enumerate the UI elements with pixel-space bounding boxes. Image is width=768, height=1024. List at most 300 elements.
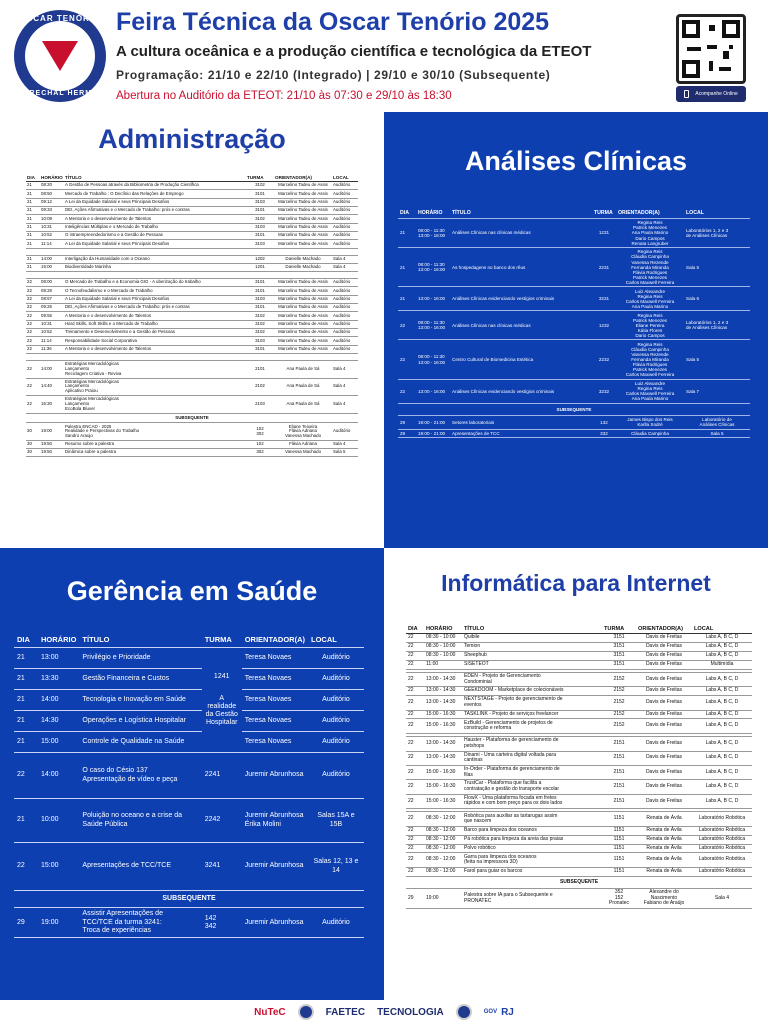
table-cell: 13:30: [38, 669, 79, 690]
table-cell: 08:00 - 11:30 13:00 - 16:00: [416, 219, 450, 248]
table-cell: 1231: [592, 219, 616, 248]
table-cell: Teresa Novaes: [242, 711, 308, 732]
table-cell: 2152: [602, 696, 636, 710]
table-row: [398, 429, 750, 438]
table-cell: Quibile: [462, 634, 602, 643]
table-row: [14, 799, 364, 843]
table-cell: 14:00: [38, 690, 79, 711]
table-cell: Cláudia Campinha: [616, 429, 684, 438]
table-cell: Davis de Freitas: [636, 687, 692, 696]
table-cell: 3102: [246, 182, 274, 190]
table-cell: 13:00 - 16:00: [416, 287, 450, 311]
col-header: ORIENTADOR(A): [274, 174, 332, 182]
table-cell: 08:30 - 12:00: [424, 867, 462, 876]
table-cell: 08:30 - 12:00: [424, 835, 462, 844]
table-cell: 3102: [246, 312, 274, 320]
table-cell: 08:30 - 12:00: [424, 812, 462, 826]
table-cell: 21: [14, 732, 38, 753]
table-cell: Sala 4: [332, 255, 358, 263]
table-cell: [40, 248, 64, 255]
table-cell: 21: [398, 248, 416, 287]
table-cell: Auditório: [332, 345, 358, 353]
table-cell: 22: [26, 279, 40, 287]
table-cell: Análises Clínicas evidenciando vestígios criminais: [450, 379, 592, 403]
logo-text-top: OSCAR TENÓRIO: [19, 14, 101, 23]
table-cell: Labs A, B C, D: [692, 710, 752, 719]
table-cell: [246, 248, 274, 255]
table-row: [26, 329, 358, 337]
table-cell: Labs A, B C, D: [692, 737, 752, 751]
table-row: [26, 449, 358, 457]
table-cell: 08:50: [40, 190, 64, 198]
col-header: LOCAL: [692, 624, 752, 634]
table-cell: Interligação da Humanidade com o Oceano: [64, 255, 246, 263]
table-cell: 08:30 - 12:00: [424, 826, 462, 835]
table-cell: Regina Reis Patrick Menezes Ana Paula Marino Dario Campos Renata Langruber: [616, 219, 684, 248]
table-row: [26, 198, 358, 206]
panel-title: Análises Clínicas: [464, 146, 688, 176]
table-cell: Poluição no oceano e a crise da Saúde Pública: [79, 799, 201, 843]
table-cell: Gestão Financeira e Custos: [79, 669, 201, 690]
table-cell: Ana Paula de Sá: [274, 396, 332, 414]
table-cell: Ana Paula de Sá: [274, 360, 332, 378]
table-row: [398, 379, 750, 403]
table-cell: 15:00: [40, 263, 64, 271]
table-cell: 22: [406, 780, 424, 794]
table-cell: Pá robótica para limpeza da areia das praias: [462, 835, 602, 844]
table-cell: Luiz Alexandre Regina Reis Carlos Maxwell Ferreira Ana Paula Marino: [616, 379, 684, 403]
table-cell: TASKLINK - Projeto de serviços freelancer: [462, 710, 602, 719]
table-cell: 21: [398, 287, 416, 311]
table-cell: Marcelino Tadeu de Assis: [274, 215, 332, 223]
table-cell: 22: [406, 794, 424, 808]
table-cell: 08:00 - 11:30 13:00 - 16:00: [416, 311, 450, 340]
table-cell: 13:00 - 14:30: [424, 751, 462, 765]
table-cell: 13:00 - 14:30: [424, 696, 462, 710]
table-row: [14, 711, 364, 732]
table-cell: Renata de Ávila: [636, 826, 692, 835]
table-cell: 15:00 - 16:30: [424, 719, 462, 733]
table-cell: 2232: [592, 340, 616, 379]
table-cell: Juremir Abrunhosa Érika Molini: [242, 799, 308, 843]
table-cell: 22: [406, 835, 424, 844]
table-cell: Privilégio e Prioridade: [79, 648, 201, 669]
table-cell: Apresentações de TCC/TCE: [79, 843, 201, 891]
table-cell: Davis de Freitas: [636, 794, 692, 808]
table-cell: 3232: [592, 379, 616, 403]
table-cell: Marcelino Tadeu de Assis: [274, 190, 332, 198]
table-cell: Salas 15A e 15B: [308, 799, 364, 843]
table-cell: 22: [406, 642, 424, 651]
table-cell: 10:00: [38, 799, 79, 843]
table-cell: 10:09: [40, 215, 64, 223]
table-row: [26, 345, 358, 353]
table-cell: 19:50: [40, 440, 64, 448]
table-cell: 22: [406, 672, 424, 686]
table-cell: Laboratório Robótica: [692, 812, 752, 826]
table-row: [26, 272, 358, 279]
table-row: [26, 396, 358, 414]
table-cell: 22: [406, 853, 424, 867]
subsequente-label: SUBSEQUENTE: [406, 876, 752, 889]
table-row: [26, 182, 358, 190]
logo-text-bottom: MARECHAL HERMES: [16, 90, 104, 97]
table-cell: 21: [26, 206, 40, 214]
table-cell: Teresa Novaes: [242, 669, 308, 690]
table-row: [26, 295, 358, 303]
table-cell: Hard Skills, Soft Skills e o Mercado de Trabalho: [64, 320, 246, 328]
table-cell: 22: [406, 710, 424, 719]
table-cell: [332, 248, 358, 255]
table-cell: 1151: [602, 867, 636, 876]
table-cell: Labs A, B C, D: [692, 672, 752, 686]
table-cell: 08:30 - 10:00: [424, 651, 462, 660]
table-cell: 3151: [602, 651, 636, 660]
table-cell: Teresa Novaes: [242, 648, 308, 669]
col-header: TÍTULO: [79, 632, 201, 648]
panel-title: Informática para Internet: [441, 570, 711, 596]
table-cell: 08:30 - 10:00: [424, 634, 462, 643]
col-header: DIA: [398, 208, 416, 219]
table-cell: 1151: [602, 826, 636, 835]
table-row: [14, 648, 364, 669]
table-cell: Renata de Ávila: [636, 844, 692, 853]
table-cell: 09:26: [40, 304, 64, 312]
table-cell: 09:33: [40, 206, 64, 214]
table-cell: Farol para guiar os barcos: [462, 867, 602, 876]
table-cell: Laboratório Robótica: [692, 867, 752, 876]
table-cell: 2102: [246, 378, 274, 396]
table-cell: Marcelino Tadeu de Assis: [274, 345, 332, 353]
table-cell: Laboratório Robótica: [692, 844, 752, 853]
table-cell: O caso do Césio 137 Apresentação de vídeo e peça: [79, 753, 201, 799]
table-cell: Teresa Novaes: [242, 732, 308, 753]
table-cell: 2231: [592, 248, 616, 287]
table-cell: Marcelino Tadeu de Assis: [274, 329, 332, 337]
table-cell: Danielle Machado: [274, 263, 332, 271]
table-row: [406, 812, 752, 826]
table-cell: 13:00 - 14:30: [424, 672, 462, 686]
table-cell: Auditório: [332, 312, 358, 320]
table-cell: Auditório: [308, 711, 364, 732]
table-cell: 2151: [602, 737, 636, 751]
schedule-dates: Programação: 21/10 e 22/10 (Integrado) | 29/10 e 30/10 (Subsequente): [116, 68, 551, 82]
table-cell: 2241: [202, 753, 242, 799]
table-cell: [246, 272, 274, 279]
table-cell: Dinâmica sobre a palestra: [64, 449, 246, 457]
table-cell: 21: [14, 669, 38, 690]
table-cell: Controle de Qualidade na Saúde: [79, 732, 201, 753]
table-cell: [64, 272, 246, 279]
table-cell: O Mercado de Trabalho e a Economia GIG - A uberização do trabalho: [64, 279, 246, 287]
table-cell: 3241: [202, 843, 242, 891]
table-cell: 3231: [592, 287, 616, 311]
table-cell: Auditório: [332, 295, 358, 303]
table-row: [406, 719, 752, 733]
table-cell: 3102: [246, 329, 274, 337]
table-cell: Estratégias Mercadológicas Lançamento Reciclagem Criativa - Reviva: [64, 360, 246, 378]
table-cell: 09:55: [40, 312, 64, 320]
table-row: [26, 215, 358, 223]
table-cell: Sala 4: [332, 263, 358, 271]
table-cell: 3151: [602, 634, 636, 643]
school-logo: [14, 10, 106, 102]
table-cell: Vanessa Machado: [274, 449, 332, 457]
table-cell: [274, 248, 332, 255]
table-row: [398, 340, 750, 379]
table-cell: [40, 272, 64, 279]
table-cell: Labs A, B C, D: [692, 651, 752, 660]
table-cell: Sala 4: [332, 360, 358, 378]
table-cell: 3102: [246, 320, 274, 328]
table-row: [406, 867, 752, 876]
page-header: [0, 0, 768, 112]
table-cell: 30: [26, 440, 40, 448]
table-cell: Marcelino Tadeu de Assis: [274, 295, 332, 303]
table-cell: Davis de Freitas: [636, 651, 692, 660]
table-cell: Sala 4: [332, 396, 358, 414]
table-row: [26, 231, 358, 239]
ac-table: [398, 208, 750, 438]
table-cell: 10:52: [40, 231, 64, 239]
col-header: HORÁRIO: [38, 632, 79, 648]
table-cell: 19:00 - 21:00: [416, 429, 450, 438]
table-cell: Resumo sobre a palestra: [64, 440, 246, 448]
col-header: HORÁRIO: [424, 624, 462, 634]
col-header: LOCAL: [684, 208, 750, 219]
table-cell: [26, 272, 40, 279]
table-cell: Auditório: [308, 669, 364, 690]
table-cell: Flávia Adriana: [274, 440, 332, 448]
table-cell: Alexandre do Nascimento Fabiano de Araújo: [636, 889, 692, 909]
col-header: LOCAL: [332, 174, 358, 182]
table-cell: Regina Reis Cláudia Campinha Vanessa Rezende Fernanda Miranda Flávia Rodrigues Patrick Menezes Carlos Maxwell Ferreira: [616, 340, 684, 379]
footer-logos: [0, 1000, 768, 1024]
table-cell: 08:00 - 11:30 13:00 - 16:00: [416, 248, 450, 287]
table-cell: 08:20: [40, 182, 64, 190]
table-cell: 22: [26, 396, 40, 414]
table-cell: 22: [26, 295, 40, 303]
table-cell: 21: [14, 711, 38, 732]
table-cell: 22: [406, 751, 424, 765]
table-cell: Davis de Freitas: [636, 751, 692, 765]
table-cell: 2151: [602, 780, 636, 794]
table-cell: In-Order - Plataforma de gerenciamento de filas: [462, 765, 602, 779]
table-cell: 15:00 - 16:30: [424, 780, 462, 794]
table-cell: 22: [26, 360, 40, 378]
gov-rj-logo: GOV RJ: [483, 1006, 514, 1018]
table-cell: 21: [14, 648, 38, 669]
table-cell: 30: [26, 449, 40, 457]
table-cell: 10:52: [40, 329, 64, 337]
table-cell: 30: [26, 423, 40, 441]
table-cell: A Mentoria e o desenvolvimento de Talentos: [64, 215, 246, 223]
table-cell: 22: [26, 320, 40, 328]
table-cell: Auditório: [332, 231, 358, 239]
table-cell: 08:30 - 10:00: [424, 642, 462, 651]
table-cell: 29: [398, 415, 416, 429]
turma-1241-cell: [202, 648, 242, 753]
table-cell: [26, 248, 40, 255]
table-cell: Marcelino Tadeu de Assis: [274, 223, 332, 231]
col-header: DIA: [406, 624, 424, 634]
table-cell: Luiz Alexandre Regina Reis Carlos Maxwell Ferreira Ana Paula Marino: [616, 287, 684, 311]
table-row: [26, 240, 358, 248]
table-cell: [332, 272, 358, 279]
table-cell: 21: [398, 219, 416, 248]
table-cell: 15:00 - 16:30: [424, 710, 462, 719]
admin-table: [26, 174, 358, 457]
table-row: [406, 889, 752, 909]
table-cell: Mercado de Trabalho : O Declínio das Relações de Emprego: [64, 190, 246, 198]
table-cell: Auditório: [308, 690, 364, 711]
table-cell: Estratégias Mercadológicas Lançamento EcoBola Bluver: [64, 396, 246, 414]
hospital-note: A realidade da Gestão Hospitalar: [205, 694, 238, 727]
table-row: [14, 753, 364, 799]
table-cell: 3101: [246, 279, 274, 287]
table-cell: 1151: [602, 812, 636, 826]
table-cell: 1202: [246, 255, 274, 263]
subsequente-row: [14, 891, 364, 908]
table-cell: 22: [26, 329, 40, 337]
table-cell: Dinami - Uma carteira digital voltada para cantinas: [462, 751, 602, 765]
table-cell: 08:30 - 12:00: [424, 844, 462, 853]
table-row: [26, 360, 358, 378]
table-cell: Sala 4: [692, 889, 752, 909]
table-cell: 22: [406, 660, 424, 669]
table-cell: A Mentoria e o desenvolvimento de Talentos: [64, 345, 246, 353]
col-header: HORÁRIO: [416, 208, 450, 219]
table-cell: Davis de Freitas: [636, 737, 692, 751]
subsequente-row: [406, 876, 752, 889]
table-cell: Auditório: [332, 423, 358, 441]
table-cell: Davis de Freitas: [636, 660, 692, 669]
col-header: DIA: [26, 174, 40, 182]
table-cell: 08:00: [40, 279, 64, 287]
table-row: [398, 415, 750, 429]
table-cell: 22: [26, 337, 40, 345]
table-cell: 22: [14, 753, 38, 799]
table-cell: 14:00: [40, 360, 64, 378]
table-cell: Marcelino Tadeu de Assis: [274, 231, 332, 239]
table-cell: Davis de Freitas: [636, 780, 692, 794]
table-cell: EzBuild - Gerenciamento de projetos de construção e reforma: [462, 719, 602, 733]
table-row: [406, 687, 752, 696]
subsequente-row: [26, 413, 358, 423]
table-cell: Davis de Freitas: [636, 696, 692, 710]
table-cell: Laboratório de Análises Clínicas: [684, 415, 750, 429]
table-cell: Robótica para auxiliar as tartarugas assim que nascem: [462, 812, 602, 826]
table-cell: Auditório: [332, 279, 358, 287]
table-row: [406, 696, 752, 710]
table-cell: Renata de Ávila: [636, 853, 692, 867]
table-cell: 22: [406, 696, 424, 710]
table-cell: [64, 248, 246, 255]
qr-code[interactable]: [676, 14, 746, 84]
table-cell: Labs A, B C, D: [692, 780, 752, 794]
table-cell: Juremir Abrunhosa: [242, 908, 308, 938]
table-cell: 11:36: [40, 345, 64, 353]
table-cell: Labs A, B C, D: [692, 687, 752, 696]
table-cell: Marcelino Tadeu de Assis: [274, 240, 332, 248]
table-cell: 13:00 - 14:30: [424, 687, 462, 696]
table-row: [406, 826, 752, 835]
table-cell: Marcelino Tadeu de Assis: [274, 304, 332, 312]
opening-info: Abertura no Auditório da ETEOT: 21/10 às 07:30 e 29/10 às 18:30: [116, 90, 452, 102]
table-cell: 08:30 - 12:00: [424, 853, 462, 867]
subsequente-label: SUBSEQUENTE: [26, 413, 358, 423]
col-header: TURMA: [592, 208, 616, 219]
table-cell: 19:00: [40, 423, 64, 441]
table-cell: 10:31: [40, 320, 64, 328]
table-cell: Auditório: [332, 287, 358, 295]
table-cell: Marcelino Tadeu de Assis: [274, 182, 332, 190]
table-cell: 3151: [602, 660, 636, 669]
col-header: TÍTULO: [462, 624, 602, 634]
table-cell: 3101: [246, 206, 274, 214]
table-cell: 21: [26, 190, 40, 198]
qr-follow-label[interactable]: Acompanhe Online: [676, 86, 746, 102]
table-cell: 21: [26, 255, 40, 263]
table-row: [26, 337, 358, 345]
faetec-logo: FAETEC: [325, 1006, 366, 1018]
panel-title: Gerência em Saúde: [66, 576, 318, 606]
table-cell: Sala 6: [684, 287, 750, 311]
table-cell: [40, 353, 64, 360]
table-cell: 13:00: [38, 648, 79, 669]
table-cell: 15:30: [40, 396, 64, 414]
table-cell: 15:00 - 16:30: [424, 765, 462, 779]
table-cell: 19:00: [38, 908, 79, 938]
table-cell: Salas 12, 13 e 14: [308, 843, 364, 891]
table-cell: Análises Clínicas nas clínicas médicas: [450, 311, 592, 340]
tecnologia-logo: TECNOLOGIA: [377, 1006, 444, 1018]
table-cell: Eliane Teixeira Flávia Adriana Vanessa Machado: [274, 423, 332, 441]
table-row: [406, 853, 752, 867]
table-cell: Marcelino Tadeu de Assis: [274, 320, 332, 328]
table-cell: 3103: [246, 295, 274, 303]
table-cell: Laboratórios 1, 2 e 3 de Análises Clínicas: [684, 311, 750, 340]
table-cell: 1151: [602, 835, 636, 844]
table-cell: Auditório: [332, 320, 358, 328]
table-row: [26, 190, 358, 198]
table-cell: 09:12: [40, 198, 64, 206]
col-header: TÍTULO: [64, 174, 246, 182]
table-row: [406, 660, 752, 669]
table-cell: Davis de Freitas: [636, 672, 692, 686]
col-header: DIA: [14, 632, 38, 648]
table-cell: 19:50: [40, 449, 64, 457]
table-cell: Auditório: [332, 206, 358, 214]
table-cell: DEI, Ações Afirmativas e o Mercado de Trabalho: prós e contras: [64, 304, 246, 312]
table-cell: 21: [14, 799, 38, 843]
table-cell: 22: [14, 843, 38, 891]
table-cell: Sala 4: [332, 378, 358, 396]
table-row: [406, 835, 752, 844]
table-cell: 22: [26, 378, 40, 396]
table-cell: Marcelino Tadeu de Assis: [274, 287, 332, 295]
table-cell: 2103: [246, 396, 274, 414]
table-cell: 22: [398, 311, 416, 340]
table-cell: 332: [592, 429, 616, 438]
table-cell: Marcelino Tadeu de Assis: [274, 279, 332, 287]
table-cell: Labs A, B C, D: [692, 634, 752, 643]
table-cell: 22: [406, 826, 424, 835]
table-row: [406, 765, 752, 779]
table-cell: Análises Clínicas evidenciando vestígios criminais: [450, 287, 592, 311]
table-cell: 1151: [602, 844, 636, 853]
subsequente-label: SUBSEQUENTE: [398, 403, 750, 415]
